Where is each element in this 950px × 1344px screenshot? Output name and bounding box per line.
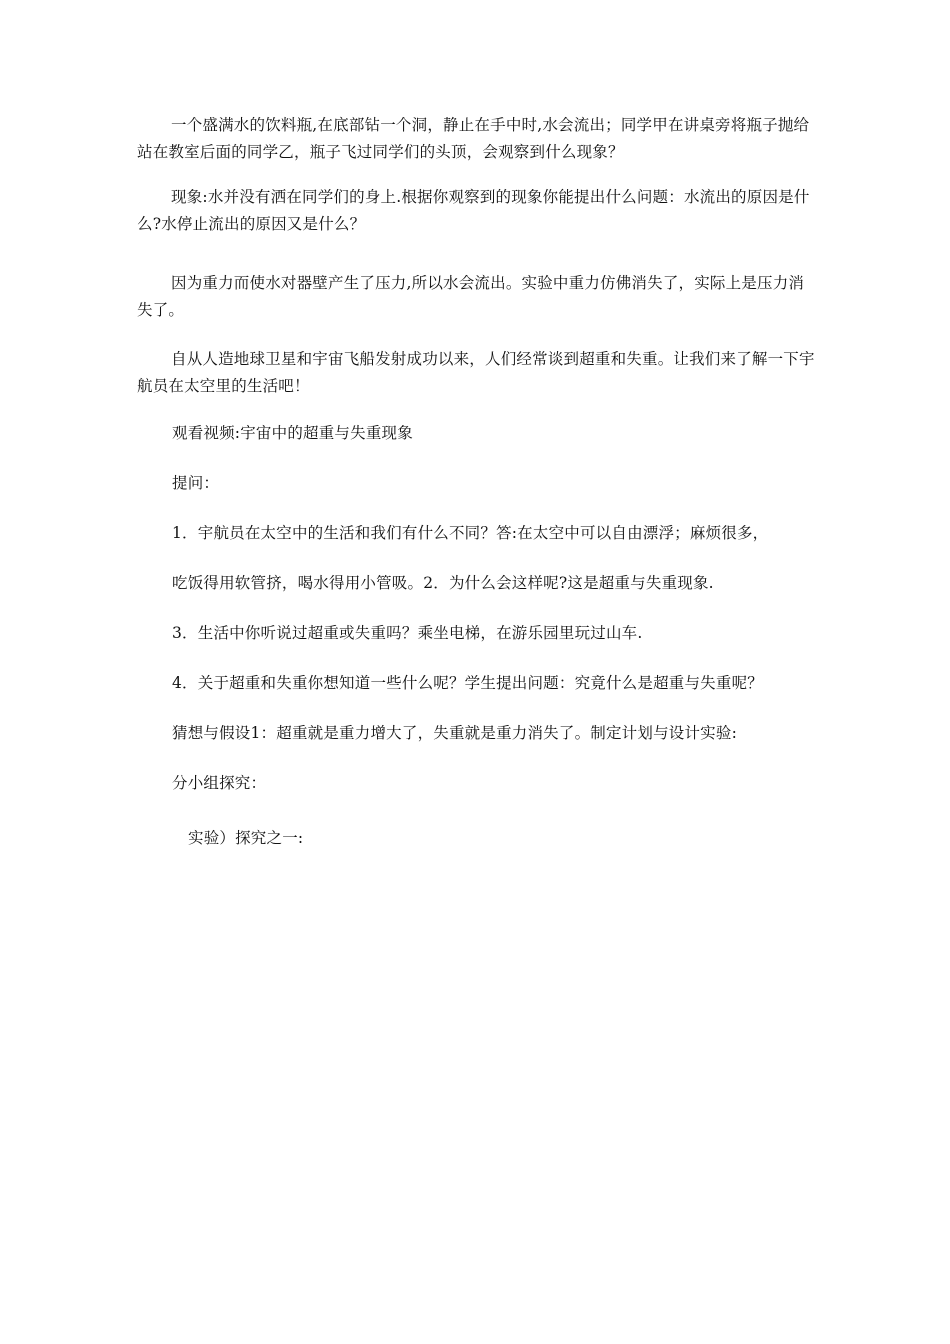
paragraph-question-4: 4．关于超重和失重你想知道一些什么呢？学生提出问题：究竟什么是超重与失重呢？	[172, 674, 763, 692]
paragraph-question-3: 3．生活中你听说过超重或失重吗？乘坐电梯，在游乐园里玩过山车.	[172, 624, 643, 642]
paragraph-phenomenon: 现象:水并没有洒在同学们的身上.根据你观察到的现象你能提出什么问题：水流出的原因是什么?水停止流出的原因又是什么？	[137, 188, 810, 233]
paragraph-questions-heading: 提问：	[172, 474, 220, 492]
paragraph-question-1-cont: 吃饭得用软管挤，喝水得用小管吸。2．为什么会这样呢?这是超重与失重现象.	[172, 574, 714, 592]
paragraph-introduction: 自从人造地球卫星和宇宙飞船发射成功以来，人们经常谈到超重和失重。让我们来了解一下宇航员在太空里的生活吧！	[137, 350, 815, 395]
paragraph-question-1: 1．宇航员在太空中的生活和我们有什么不同？答:在太空中可以自由漂浮；麻烦很多，	[172, 524, 769, 542]
paragraph-group-inquiry: 分小组探究：	[172, 774, 267, 792]
paragraph-bottle-experiment: 一个盛满水的饮料瓶,在底部钻一个洞，静止在手中时,水会流出；同学甲在讲桌旁将瓶子抛给站在教室后面的同学乙，瓶子飞过同学们的头顶，会观察到什么现象？	[137, 116, 810, 161]
paragraph-watch-video: 观看视频:宇宙中的超重与失重现象	[172, 424, 413, 442]
paragraph-experiment-one: 实验）探究之一:	[188, 829, 304, 847]
paragraph-explanation: 因为重力而使水对器壁产生了压力,所以水会流出。实验中重力仿佛消失了，实际上是压力消失了。	[137, 274, 805, 319]
paragraph-hypothesis: 猜想与假设1：超重就是重力增大了，失重就是重力消失了。制定计划与设计实验:	[172, 724, 737, 742]
